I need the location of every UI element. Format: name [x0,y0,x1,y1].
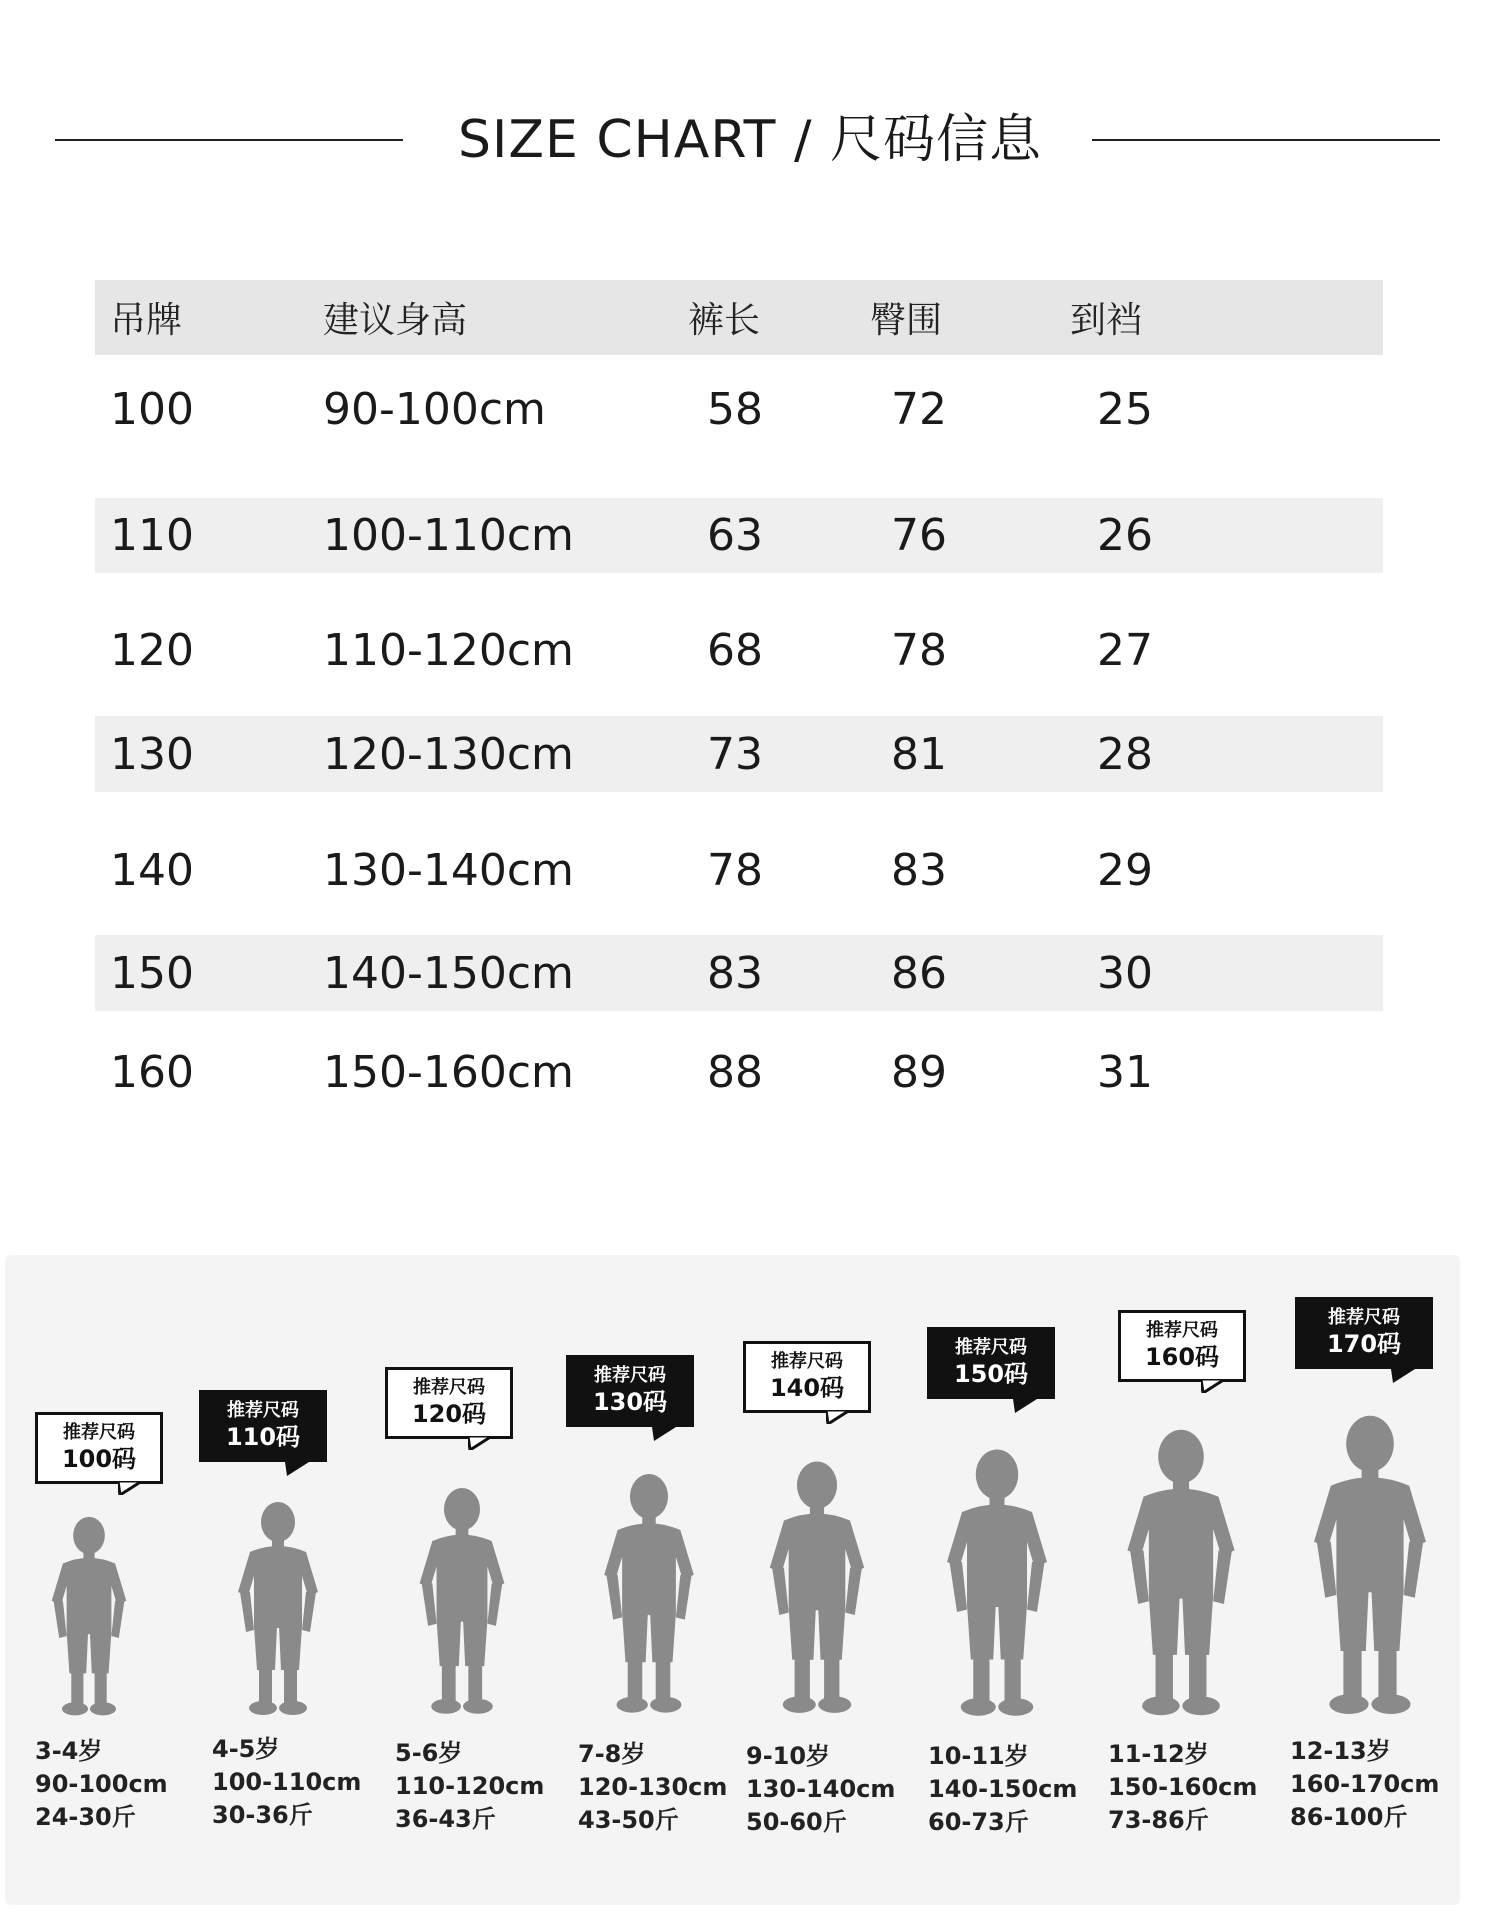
size-tag-120 [385,1367,513,1439]
tag-pointer [468,1436,492,1450]
child-silhouette-icon [409,1485,515,1720]
cell-hip: 81 [891,728,947,780]
cell-pant-length: 63 [707,510,763,561]
child-silhouette-icon [228,1500,328,1720]
tag-pointer [1201,1379,1225,1393]
kid-figure-150 [920,1255,1090,1905]
kid-age: 5-6岁 [395,1739,463,1767]
cell-pant-length: 78 [707,844,763,896]
kid-age: 11-12岁 [1108,1740,1209,1768]
cell-hip: 72 [891,384,947,435]
cell-hip: 76 [891,510,947,561]
tag-label: 推荐尺码 [1328,1307,1400,1328]
cell-tag: 150 [110,947,194,999]
title-rule-left [55,139,403,141]
kid-age: 12-13岁 [1290,1737,1391,1765]
kid-info [35,1735,168,1834]
kid-age: 10-11岁 [928,1742,1029,1770]
cell-rise: 27 [1097,624,1153,676]
kid-height: 110-120cm [395,1772,545,1800]
cell-hip: 83 [891,844,947,896]
cell-pant-length: 58 [707,384,763,435]
cell-pant-length: 68 [707,624,763,676]
kid-info [1290,1735,1439,1834]
kid-height: 120-130cm [578,1773,728,1801]
size-tag-140 [743,1341,871,1413]
kid-info [928,1740,1077,1839]
kid-age: 3-4岁 [35,1737,103,1765]
tag-pointer [826,1410,850,1424]
table-row [95,935,1383,1011]
kid-height: 100-110cm [212,1768,362,1796]
tag-size: 150码 [953,1360,1029,1388]
kid-figure-160 [1100,1255,1270,1905]
table-row [95,362,1383,457]
kid-figure-110 [197,1255,367,1905]
cell-rise: 28 [1097,728,1153,780]
kid-figure-170 [1282,1255,1452,1905]
cell-height: 120-130cm [323,728,574,780]
size-tag-170 [1295,1297,1433,1369]
tag-label: 推荐尺码 [955,1337,1027,1358]
tag-size: 110码 [225,1423,301,1451]
tag-label: 推荐尺码 [1146,1320,1218,1341]
cell-height: 150-160cm [323,1047,574,1098]
cell-rise: 31 [1097,1047,1153,1098]
child-silhouette-icon [758,1458,876,1720]
table-row [95,716,1383,792]
kid-weight: 30-36斤 [212,1801,313,1829]
kid-info [746,1740,895,1839]
cell-height: 90-100cm [323,384,546,435]
kid-info [212,1733,361,1832]
cell-height: 110-120cm [323,624,574,676]
kid-height: 140-150cm [928,1775,1078,1803]
cell-pant-length: 88 [707,1047,763,1098]
table-row [95,1025,1383,1120]
title-row [0,95,1500,185]
kid-figure-130 [563,1255,733,1905]
kid-weight: 50-60斤 [746,1808,847,1836]
cell-pant-length: 83 [707,947,763,999]
cell-tag: 130 [110,728,194,780]
cell-tag: 110 [110,510,194,561]
tag-size: 120码 [411,1400,487,1428]
tag-label: 推荐尺码 [413,1377,485,1398]
cell-rise: 26 [1097,510,1153,561]
size-tag-130 [566,1355,694,1427]
cell-tag: 160 [110,1047,194,1098]
column-header-hip: 臀围 [870,300,943,341]
cell-hip: 86 [891,947,947,999]
cell-pant-length: 73 [707,728,763,780]
column-header-height: 建议身高 [323,300,468,341]
cell-height: 100-110cm [323,510,574,561]
kid-weight: 36-43斤 [395,1805,496,1833]
kid-weight: 73-86斤 [1108,1806,1209,1834]
cell-height: 130-140cm [323,844,574,896]
kid-info [395,1737,544,1836]
tag-size: 160码 [1144,1343,1220,1371]
kid-weight: 24-30斤 [35,1803,136,1831]
tag-label: 推荐尺码 [771,1351,843,1372]
kid-figure-100 [25,1255,195,1905]
child-silhouette-icon [593,1470,705,1720]
kid-age: 9-10岁 [746,1742,831,1770]
child-silhouette-icon [934,1447,1060,1722]
tag-size: 100码 [61,1445,137,1473]
table-row [95,820,1383,920]
child-silhouette-icon [42,1515,136,1720]
column-header-tag: 吊牌 [110,300,183,341]
table-row [95,498,1383,573]
cell-tag: 100 [110,384,194,435]
kid-info [1108,1738,1257,1837]
kid-height: 150-160cm [1108,1773,1258,1801]
cell-hip: 78 [891,624,947,676]
size-tag-150 [927,1327,1055,1399]
cell-rise: 30 [1097,947,1153,999]
table-row [95,600,1383,700]
cell-rise: 29 [1097,844,1153,896]
kid-height: 130-140cm [746,1775,896,1803]
tag-pointer [285,1462,309,1476]
cell-height: 140-150cm [323,947,574,999]
column-header-pant-length: 裤长 [688,300,761,341]
kid-age: 4-5岁 [212,1735,280,1763]
tag-label: 推荐尺码 [63,1422,135,1443]
kid-height: 160-170cm [1290,1770,1440,1798]
title-rule-right [1092,139,1440,141]
kid-height: 90-100cm [35,1770,168,1798]
size-tag-160 [1118,1310,1246,1382]
tag-pointer [118,1481,142,1495]
tag-size: 140码 [769,1374,845,1402]
tag-pointer [652,1427,676,1441]
cell-hip: 89 [891,1047,947,1098]
cell-rise: 25 [1097,384,1153,435]
tag-label: 推荐尺码 [227,1400,299,1421]
kid-age: 7-8岁 [578,1740,646,1768]
size-tag-110 [199,1390,327,1462]
table-header [95,280,1383,355]
tag-size: 170码 [1326,1330,1402,1358]
cell-tag: 120 [110,624,194,676]
kid-info [578,1738,727,1837]
page-title: SIZE CHART / 尺码信息 [457,110,1043,170]
tag-size: 130码 [592,1388,668,1416]
kid-weight: 60-73斤 [928,1808,1029,1836]
column-header-rise: 到裆 [1070,300,1143,341]
cell-tag: 140 [110,844,194,896]
kid-weight: 43-50斤 [578,1806,679,1834]
child-silhouette-icon [1300,1413,1440,1721]
size-tag-100 [35,1412,163,1484]
child-silhouette-icon [1114,1427,1248,1722]
kid-figure-140 [738,1255,908,1905]
tag-pointer [1013,1399,1037,1413]
tag-pointer [1391,1369,1415,1383]
tag-label: 推荐尺码 [594,1365,666,1386]
kid-weight: 86-100斤 [1290,1803,1408,1831]
kids-size-guide [5,1255,1460,1905]
kid-figure-120 [380,1255,550,1905]
